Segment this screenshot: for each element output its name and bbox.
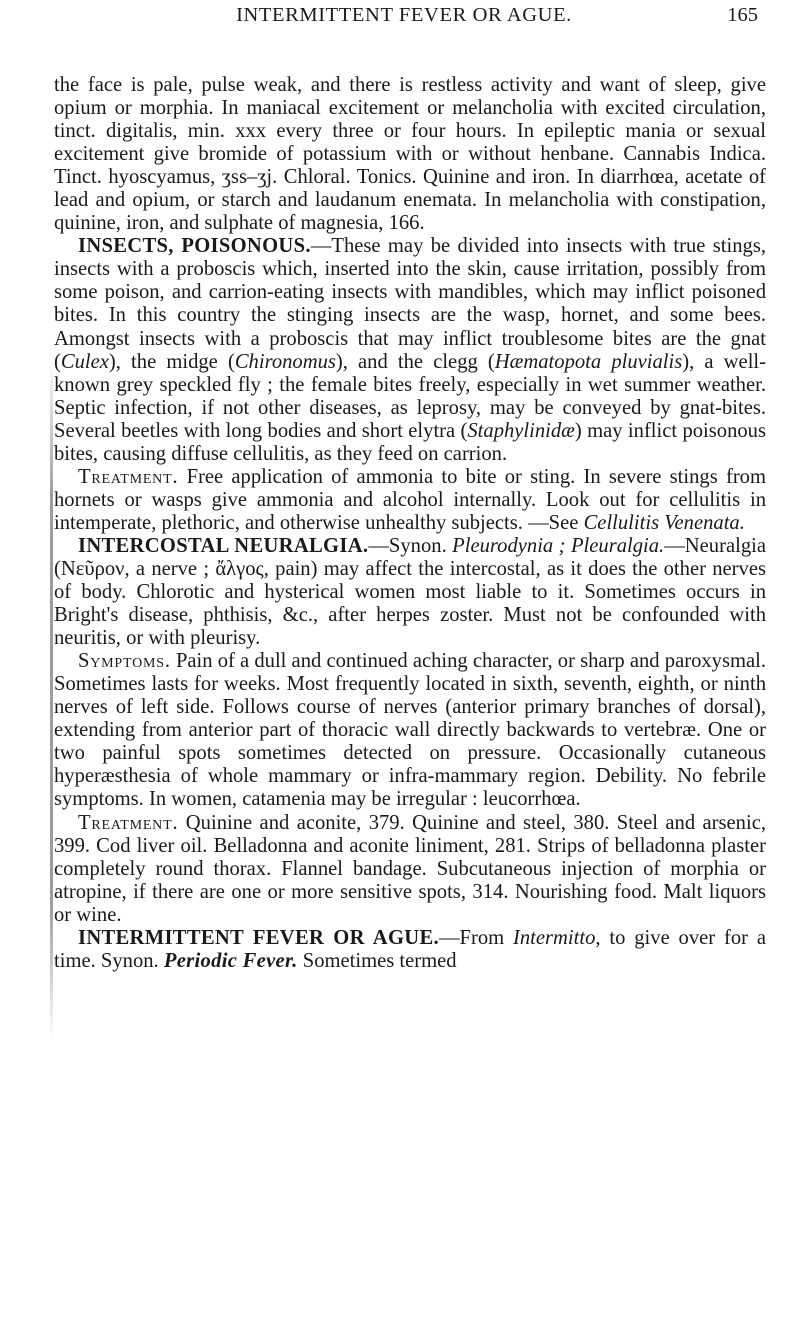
running-title: INTERMITTENT FEVER OR AGUE. — [236, 4, 572, 26]
section-label: Symptoms. — [78, 650, 171, 673]
entry-heading: INSECTS, POISONOUS. — [78, 235, 311, 258]
italic-term: Staphylinidæ — [467, 419, 575, 442]
italic-term: Culex — [60, 350, 109, 373]
book-page — [44, 0, 764, 1338]
italic-term: Hæmatopota pluvialis — [494, 350, 683, 373]
italic-term: Cellulitis Venenata. — [583, 511, 745, 534]
text-run: ), a well-known grey speckled fly ; the female bites freely, especially in wet summer weather. Septic infection, if not other diseases, as leprosy, may be conveyed by gnat-bites. Several beetles with long bodies and short elytra ( — [54, 350, 766, 442]
italic-term: Chironomus — [234, 350, 336, 373]
text-run: —These may be divided into insects with true stings, insects with a proboscis which, inserted into the skin, cause irritation, possibly from some poison, and carrion-eating insects with mandibles, which may inflict poisoned bites. In this country the stinging insects are the wasp, hornet, and some bees. Amongst insects with a proboscis that may inflict troublesome bites are the gnat ( — [54, 235, 766, 373]
text-run: Pain of a dull and continued aching character, or sharp and paroxysmal. Sometimes lasts for weeks. Most frequently located in sixth, seventh, eighth, or ninth nerves of left side. Follows course of nerves (anterior primary branches of dorsal), extending from anterior part of thoracic wall directly backwards to vertebræ. One or two painful spots sometimes detected on pressure. Occasionally cutaneous hyperæsthesia of whole mammary or infra-mammary region. Debility. No febrile symptoms. In women, catamenia may be irregular : leucorrhœa. — [54, 650, 766, 811]
paragraph — [54, 74, 766, 235]
section-label: Treatment. — [78, 465, 179, 488]
text-run: Free application of ammonia to bite or sting. In severe stings from hornets or wasps give ammonia and alcohol internally. Look out for cellulitis in intemperate, plethoric, and otherwise unhealthy subjects. —See — [54, 465, 766, 534]
page-number: 165 — [727, 4, 758, 26]
entry-heading: INTERMITTENT FEVER OR AGUE. — [78, 926, 439, 949]
paragraph — [54, 812, 766, 927]
text-run: Quinine and aconite, 379. Quinine and steel, 380. Steel and arsenic, 399. Cod liver oil. Belladonna and aconite liniment, 281. Strips of belladonna plaster completely round thorax. Flannel bandage. Subcutaneous injection of morphia or atropine, if there are one or more sensitive spots, 314. Nourishing food. Malt liquors or wine. — [54, 811, 766, 926]
text-run: —From — [438, 926, 514, 949]
section-label: Treatment. — [78, 811, 179, 834]
running-head — [44, 0, 764, 58]
paragraph — [54, 927, 766, 973]
entry-heading: Periodic Fever. — [163, 949, 298, 972]
binding-shadow — [50, 360, 53, 1040]
text-run: , to give over for a time. Synon. — [54, 926, 766, 972]
text-run: ), the midge ( — [108, 350, 235, 373]
italic-term: Intermitto — [513, 926, 596, 949]
text-run: the face is pale, pulse weak, and there is restless activity and want of sleep, give opium or morphia. In maniacal excitement or melancholia with excited circulation, tinct. digitalis, min. xxx every three or four hours. In epileptic mania or sexual excitement give bromide of potassium with or without henbane. Cannabis Indica. Tinct. hyoscyamus, ʒss–ʒj. Chloral. Tonics. Quinine and iron. In diarrhœa, acetate of lead and opium, or starch and laudanum enemata. In melancholia with constipation, quinine, iron, and sulphate of magnesia, 166. — [54, 74, 766, 235]
text-run: —Neuralgia (Νεῦρον, a nerve ; ἄλγος, pain) may affect the intercostal, as it does the other nerves of body. Chlorotic and hysterical women most liable to it. Sometimes occurs in Bright's disease, phthisis, &c., after herpes zoster. Must not be confounded with neuritis, or with pleurisy. — [54, 534, 766, 650]
text-run: ), and the clegg ( — [335, 350, 495, 373]
text-run: ) may inflict poisonous bites, causing diffuse cellulitis, as they feed on carrion. — [54, 419, 766, 465]
text-run: —Synon. — [368, 534, 453, 557]
paragraph — [54, 466, 766, 535]
paragraph — [54, 535, 766, 650]
body-text — [54, 74, 766, 973]
paragraph — [54, 650, 766, 811]
entry-heading: INTERCOSTAL NEURALGIA. — [78, 534, 369, 557]
italic-term: Pleurodynia ; Pleuralgia. — [452, 534, 665, 557]
text-run: Sometimes termed — [297, 949, 457, 972]
paragraph — [54, 235, 766, 465]
